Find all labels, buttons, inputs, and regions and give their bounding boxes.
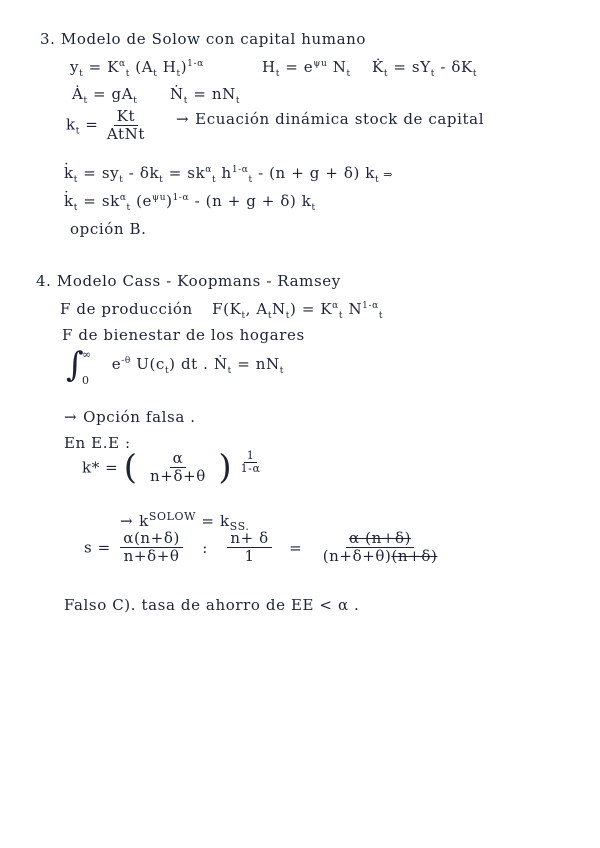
welfare-function: F de bienestar de los hogares xyxy=(62,326,305,344)
dynamic-equation-note: → Ecuación dinámica stock de capital xyxy=(176,110,485,128)
section4-title: 4. Modelo Cass - Koopmans - Ramsey xyxy=(36,272,341,290)
savings-rate-equation: s = $\frac{\alpha(n+\delta)}{n+\delta+\theta}$ : $\frac{n+ \delta}{1}$ = $\frac{\alpha (n+\delta)}{(n+\delta+\theta)(n+\delta)}$ xyxy=(84,529,438,565)
arrow-right-icon: → xyxy=(176,110,190,128)
eq-k-per-worker: $k_t$ = $\frac{Kt}{\text{AtNt}}$ xyxy=(66,108,148,143)
arrow-right-icon: → xyxy=(64,408,78,426)
eq-kdot-2: $k̇_t = sk^\alpha_t$ $(e^{\psi u})^{1-\alpha} - (n + g + \delta)$ $k_t$ xyxy=(64,192,316,213)
k-star-equation: k* = ( $\frac{\alpha}{n+\delta+\theta}$ ) $\frac{1}{1-\alpha}$ xyxy=(82,447,261,488)
k-fraction: $\frac{Kt}{\text{AtNt}}$ xyxy=(106,107,145,143)
arrow-right-icon: → xyxy=(120,512,134,530)
welfare-integral: ∫ ∞ 0 $e^{-\theta}$ $U(c_t)$ dt . Ṅ$_t$ = $nN_t$ xyxy=(66,345,284,387)
option-b: opción B. xyxy=(70,220,147,238)
eq-kdot-1: $k̇_t = sy_t - \delta k_t = sk^\alpha_t$ $h^{1-\alpha}_t - (n + g + \delta)$ $k_t$ ⇒ xyxy=(64,164,394,185)
option-false: → Opción falsa . xyxy=(64,408,196,426)
production-function: F de producción $F(K_t$, $A_tN_t) = K^\alpha_t$ $N^{1-\alpha}_t$ xyxy=(60,300,384,321)
k-solow-equals-kss: → $k^{SOLOW} = k_{SS.}$ xyxy=(120,510,250,533)
eq-labor: Ṅ$_t$ = $nN_t$ xyxy=(170,85,241,106)
eq-technology: $Ȧ_t = gA_t$ xyxy=(72,85,138,106)
integral-sign-icon: ∫ xyxy=(66,345,85,385)
final-answer: Falso C). tasa de ahorro de EE < α . xyxy=(64,596,360,614)
eq-human-capital: $H_t = e^{\psi u}$ $N_t$ xyxy=(262,58,351,79)
eq-output: $y_t = K^\alpha_t$ ($A_t$ $H_t)^{1-\alpha}$ xyxy=(70,58,204,79)
eq-capital-dot: $K̇_t = sY_t - \delta K_t$ xyxy=(372,58,478,79)
steady-state-label: En E.E : xyxy=(64,434,131,452)
section3-title: 3. Modelo de Solow con capital humano xyxy=(40,30,367,48)
